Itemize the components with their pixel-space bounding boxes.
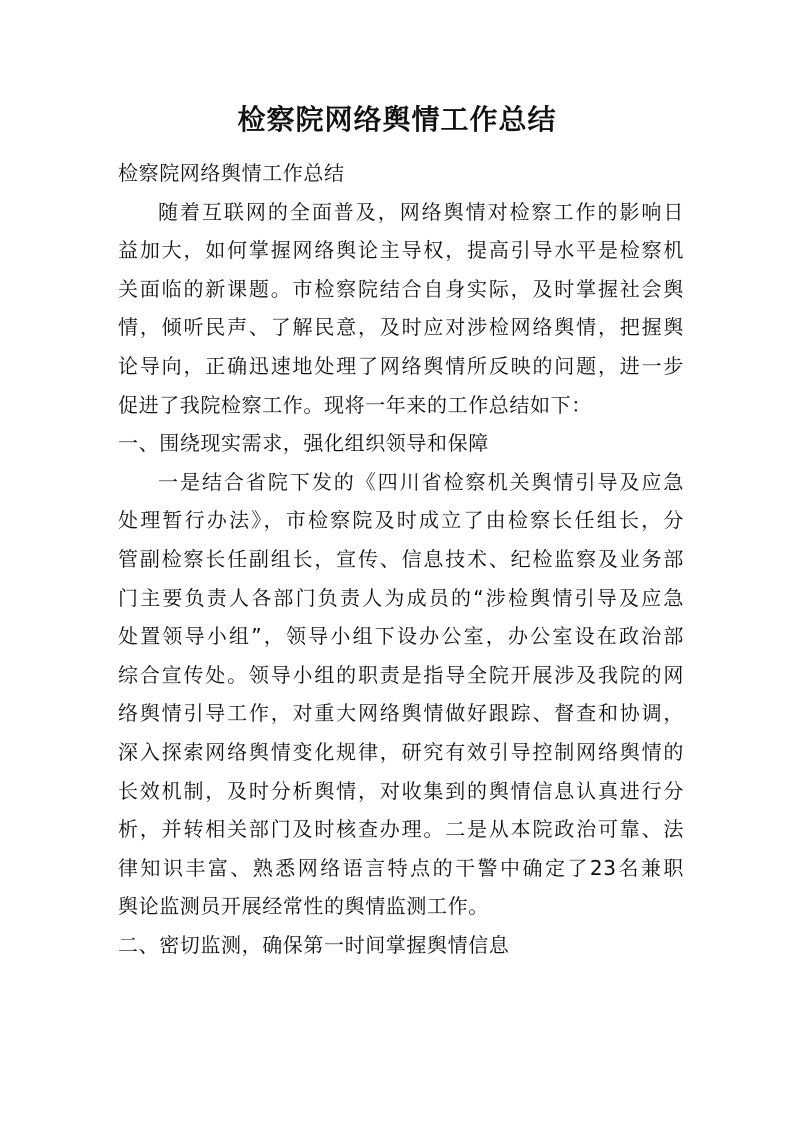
section-heading: 一、围绕现实需求，强化组织领导和保障: [118, 431, 489, 456]
subtitle-line: 检察院网络舆情工作总结: [118, 161, 345, 185]
document-body: [118, 154, 684, 964]
paragraph-line: 门主要负责人各部门负责人为成员的“涉检舆情引导及应急: [118, 585, 684, 610]
paragraph-line: 舆论监测员开展经常性的舆情监测工作。: [118, 894, 489, 919]
paragraph-line: 深入探索网络舆情变化规律，研究有效引导控制网络舆情的: [118, 739, 684, 764]
paragraph-line: 促进了我院检察工作。现将一年来的工作总结如下：: [118, 392, 592, 417]
paragraph-line: 处置领导小组”，领导小组下设办公室，办公室设在政治部: [118, 624, 684, 649]
paragraph-line: 析，并转相关部门及时核查办理。二是从本院政治可靠、法: [118, 817, 684, 842]
paragraph-line: 络舆情引导工作，对重大网络舆情做好跟踪、督查和协调，: [118, 701, 684, 726]
section-heading: 二、密切监测，确保第一时间掌握舆情信息: [118, 932, 510, 957]
document-title: 检察院网络舆情工作总结: [237, 103, 557, 136]
paragraph-line: 关面临的新课题。市检察院结合自身实际，及时掌握社会舆: [118, 276, 684, 301]
paragraph-line: 长效机制，及时分析舆情，对收集到的舆情信息认真进行分: [118, 778, 684, 803]
paragraph-line: 一是结合省院下发的《四川省检察机关舆情引导及应急: [158, 469, 684, 494]
paragraph-line: 情，倾听民声、了解民意，及时应对涉检网络舆情，把握舆: [118, 315, 684, 340]
paragraph-line: 管副检察长任副组长，宣传、信息技术、纪检监察及业务部: [118, 546, 684, 571]
paragraph-line: 论导向，正确迅速地处理了网络舆情所反映的问题，进一步: [118, 353, 684, 378]
paragraph-line: 益加大，如何掌握网络舆论主导权，提高引导水平是检察机: [118, 238, 684, 263]
paragraph-line: 处理暂行办法》，市检察院及时成立了由检察长任组长，分: [118, 508, 684, 533]
paragraph-line: 综合宣传处。领导小组的职责是指导全院开展涉及我院的网: [118, 662, 684, 687]
paragraph-line: 随着互联网的全面普及，网络舆情对检察工作的影响日: [158, 199, 684, 224]
paragraph-line: 律知识丰富、熟悉网络语言特点的干警中确定了23名兼职: [118, 855, 684, 880]
